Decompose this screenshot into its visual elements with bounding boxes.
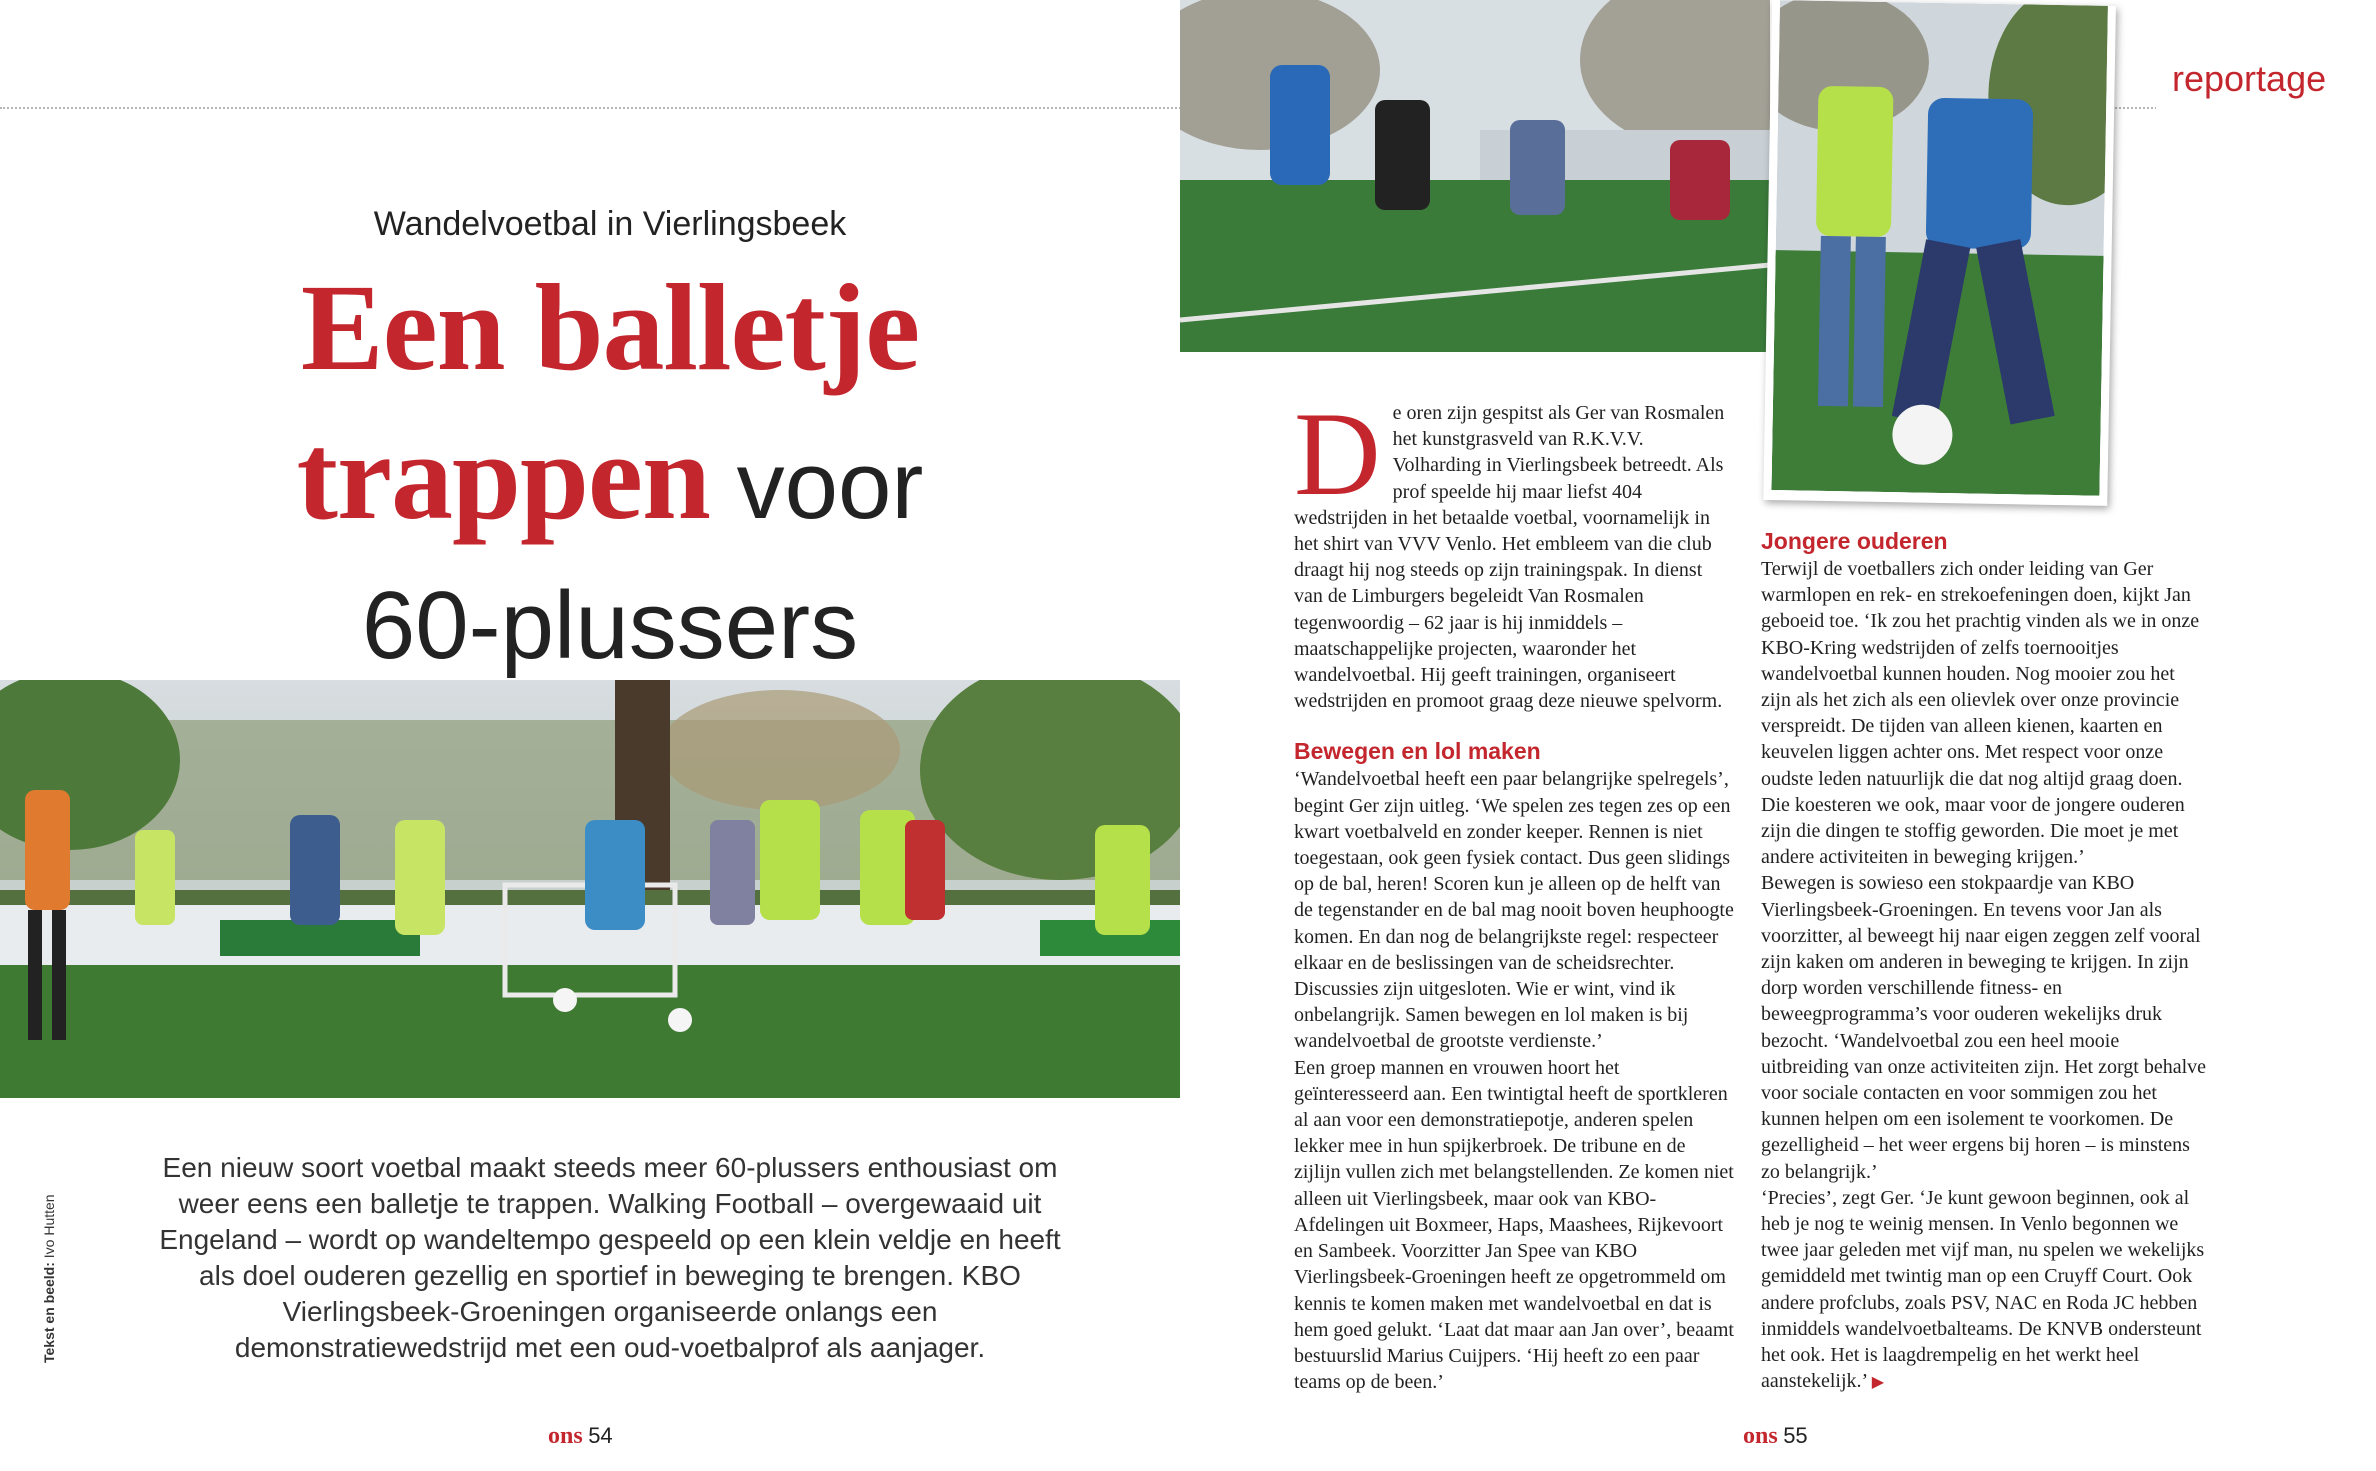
headline-line2-rest: voor: [709, 432, 924, 539]
photo-kick: [1771, 0, 2108, 496]
folio-right: [1743, 1423, 1808, 1450]
column1-paragraph-3: Een groep mannen en vrouwen hoort het geïnteresseerd aan. Een twintigtal heeft de sportkleren al aan voor een demonstratiepotje, anderen spelen lekker mee in hun spijkerbroek. De tribune en de zijlijn vullen zich met belangstellenden. Ze komen niet alleen uit Vierlingsbeek, maar ook van KBO-Afdelingen uit Boxmeer, Haps, Maashees, Rijkevoort en Sambeek. Voorzitter Jan Spee van KBO Vierlingsbeek-Groeningen heeft ze opgetrommeld om kennis te komen maken met wandelvoetbal en dat is hem goed gelukt. ‘Laat dat maar aan Jan over’, beaamt bestuurslid Marius Cuijpers. ‘Hij heeft zo een paar teams op de been.’: [1294, 1056, 1734, 1394]
intro-paragraph: Een nieuw soort voetbal maakt steeds meer 60-plussers enthousiast om weer eens een balletje te trappen. Walking Football – overgewaaid uit Engeland – wordt op wandeltempo gespeeld op een klein veldje en heeft als doel ouderen gezellig en sportief in beweging te brengen. KBO Vierlingsbeek-Groeningen organiseerde onlangs een demonstratiewedstrijd met een oud-voetbalprof als aanjager.: [159, 1152, 1061, 1363]
page-number-right: 55: [1783, 1423, 1808, 1448]
headline-line2-red: trappen: [296, 408, 710, 545]
photo-kick-frame: [1763, 0, 2116, 506]
folio-left: [548, 1423, 613, 1450]
column2-paragraph-2: Bewegen is sowieso een stokpaardje van KBO Vierlingsbeek-Groeningen. En tevens voor Jan als voorzitter, al beweegt hij naar eigen zeggen zelf vooral zijn kaken om anderen in beweging te krijgen. In zijn dorp worden verschillende fitness- en beweegprogramma’s voor ouderen wekelijks druk bezocht. ‘Wandelvoetbal zou een heel mooie uitbreiding van onze activiteiten zijn. Het zorgt behalve voor sociale contacten en voor sommigen zou het kunnen helpen om een isolement te voorkomen. De gezelligheid – het weer ergens bij horen – is minstens zo belangrijk.’: [1761, 872, 2207, 1183]
headline-line1: Een balletje: [300, 259, 920, 396]
headline-line3: 60-plussers: [361, 572, 859, 679]
credit-label: Tekst en beeld:: [41, 1262, 57, 1363]
section-label: reportage: [2156, 58, 2376, 116]
page-number-left: 54: [588, 1423, 613, 1448]
dropcap: D: [1294, 387, 1381, 520]
end-mark-icon: ▶: [1871, 1374, 1885, 1392]
subhead-jongere-ouderen: Jongere ouderen: [1761, 528, 1948, 554]
folio-brand-right: ons: [1743, 1423, 1778, 1449]
folio-brand-left: ons: [548, 1423, 583, 1449]
column-1: [1294, 387, 1736, 1395]
column1-paragraph-2: ‘Wandelvoetbal heeft een paar belangrijke spelregels’, begint Ger zijn uitleg. ‘We spelen zes tegen zes op een kwart voetbalveld en zonder keeper. Rennen is niet toegestaan, ook geen fysiek contact. Dus geen slidings op de bal, heren! Scoren kun je alleen op de helft van de tegenstander en de bal mag nooit boven heuphoogte komen. En dan nog de belangrijkste regel: respecteer elkaar en de beslissingen van de scheidsrechter. Discussies zijn uitgesloten. Wie er wint, vind ik onbelangrijk. Samen bewegen en lol maken is bij wandelvoetbal de grootste verdienste.’: [1294, 768, 1734, 1053]
photo-warmup: [1180, 0, 1770, 352]
kicker: Wandelvoetbal in Vierlingsbeek: [373, 205, 847, 243]
credit: [34, 1150, 64, 1370]
credit-name: Ivo Hutten: [41, 1194, 57, 1263]
column1-paragraph-1: e oren zijn gespitst als Ger van Rosmalen het kunstgrasveld van R.K.V.V. Volharding in Vierlingsbeek betreedt. Als prof speelde hij maar liefst 404 wedstrijden in het betaalde voetbal, voornamelijk in het shirt van VVV Venlo. Het embleem van die club draagt hij nog steeds op zijn trainingspak. In dienst van de Limburgers begeleidt Van Rosmalen tegenwoordig – 62 jaar is hij inmiddels – maatschappelijke projecten, waaronder het wandelvoetbal. Hij geeft trainingen, organiseert wedstrijden en promoot graag deze nieuwe spelvorm.: [1294, 402, 1725, 713]
column-2: [1761, 510, 2209, 1397]
column2-paragraph-1: Terwijl de voetballers zich onder leiding van Ger warmlopen en rek- en strekoefeningen doen, kijkt Jan geboeid toe. ‘Ik zou het prachtig vinden als we in onze KBO-Kring wedstrijden of zelfs toernooitjes wandelvoetbal kunnen houden. Nog mooier zou het zijn als het zich als een olievlek over onze provincie verspreidt. De tijden van alleen kienen, kaarten en keuvelen liggen achter ons. Met respect voor onze oudste leden natuurlijk die dat nog altijd graag doen. Die koesteren we ook, maar voor de jongere ouderen zijn die dingen te stoffig geworden. Die moet je met andere activiteiten in beweging krijgen.’: [1761, 558, 2200, 869]
column2-paragraph-3: ‘Precies’, zegt Ger. ‘Je kunt gewoon beginnen, ook al heb je nog te weinig mensen. In Venlo begonnen we twee jaar geleden met vijf man, nu spelen we wekelijks gemiddeld met twintig man op een Cruyff Court. Ook andere profclubs, zoals PSV, NAC en Roda JC hebben inmiddels wandelvoetbalteams. De KNVB ondersteunt het ook. Het is laagdrempelig en het werkt heel aanstekelijk.’: [1761, 1186, 2205, 1393]
headline: [120, 259, 1100, 710]
subhead-bewegen: Bewegen en lol maken: [1294, 738, 1541, 765]
main-photo: [0, 680, 1180, 1098]
